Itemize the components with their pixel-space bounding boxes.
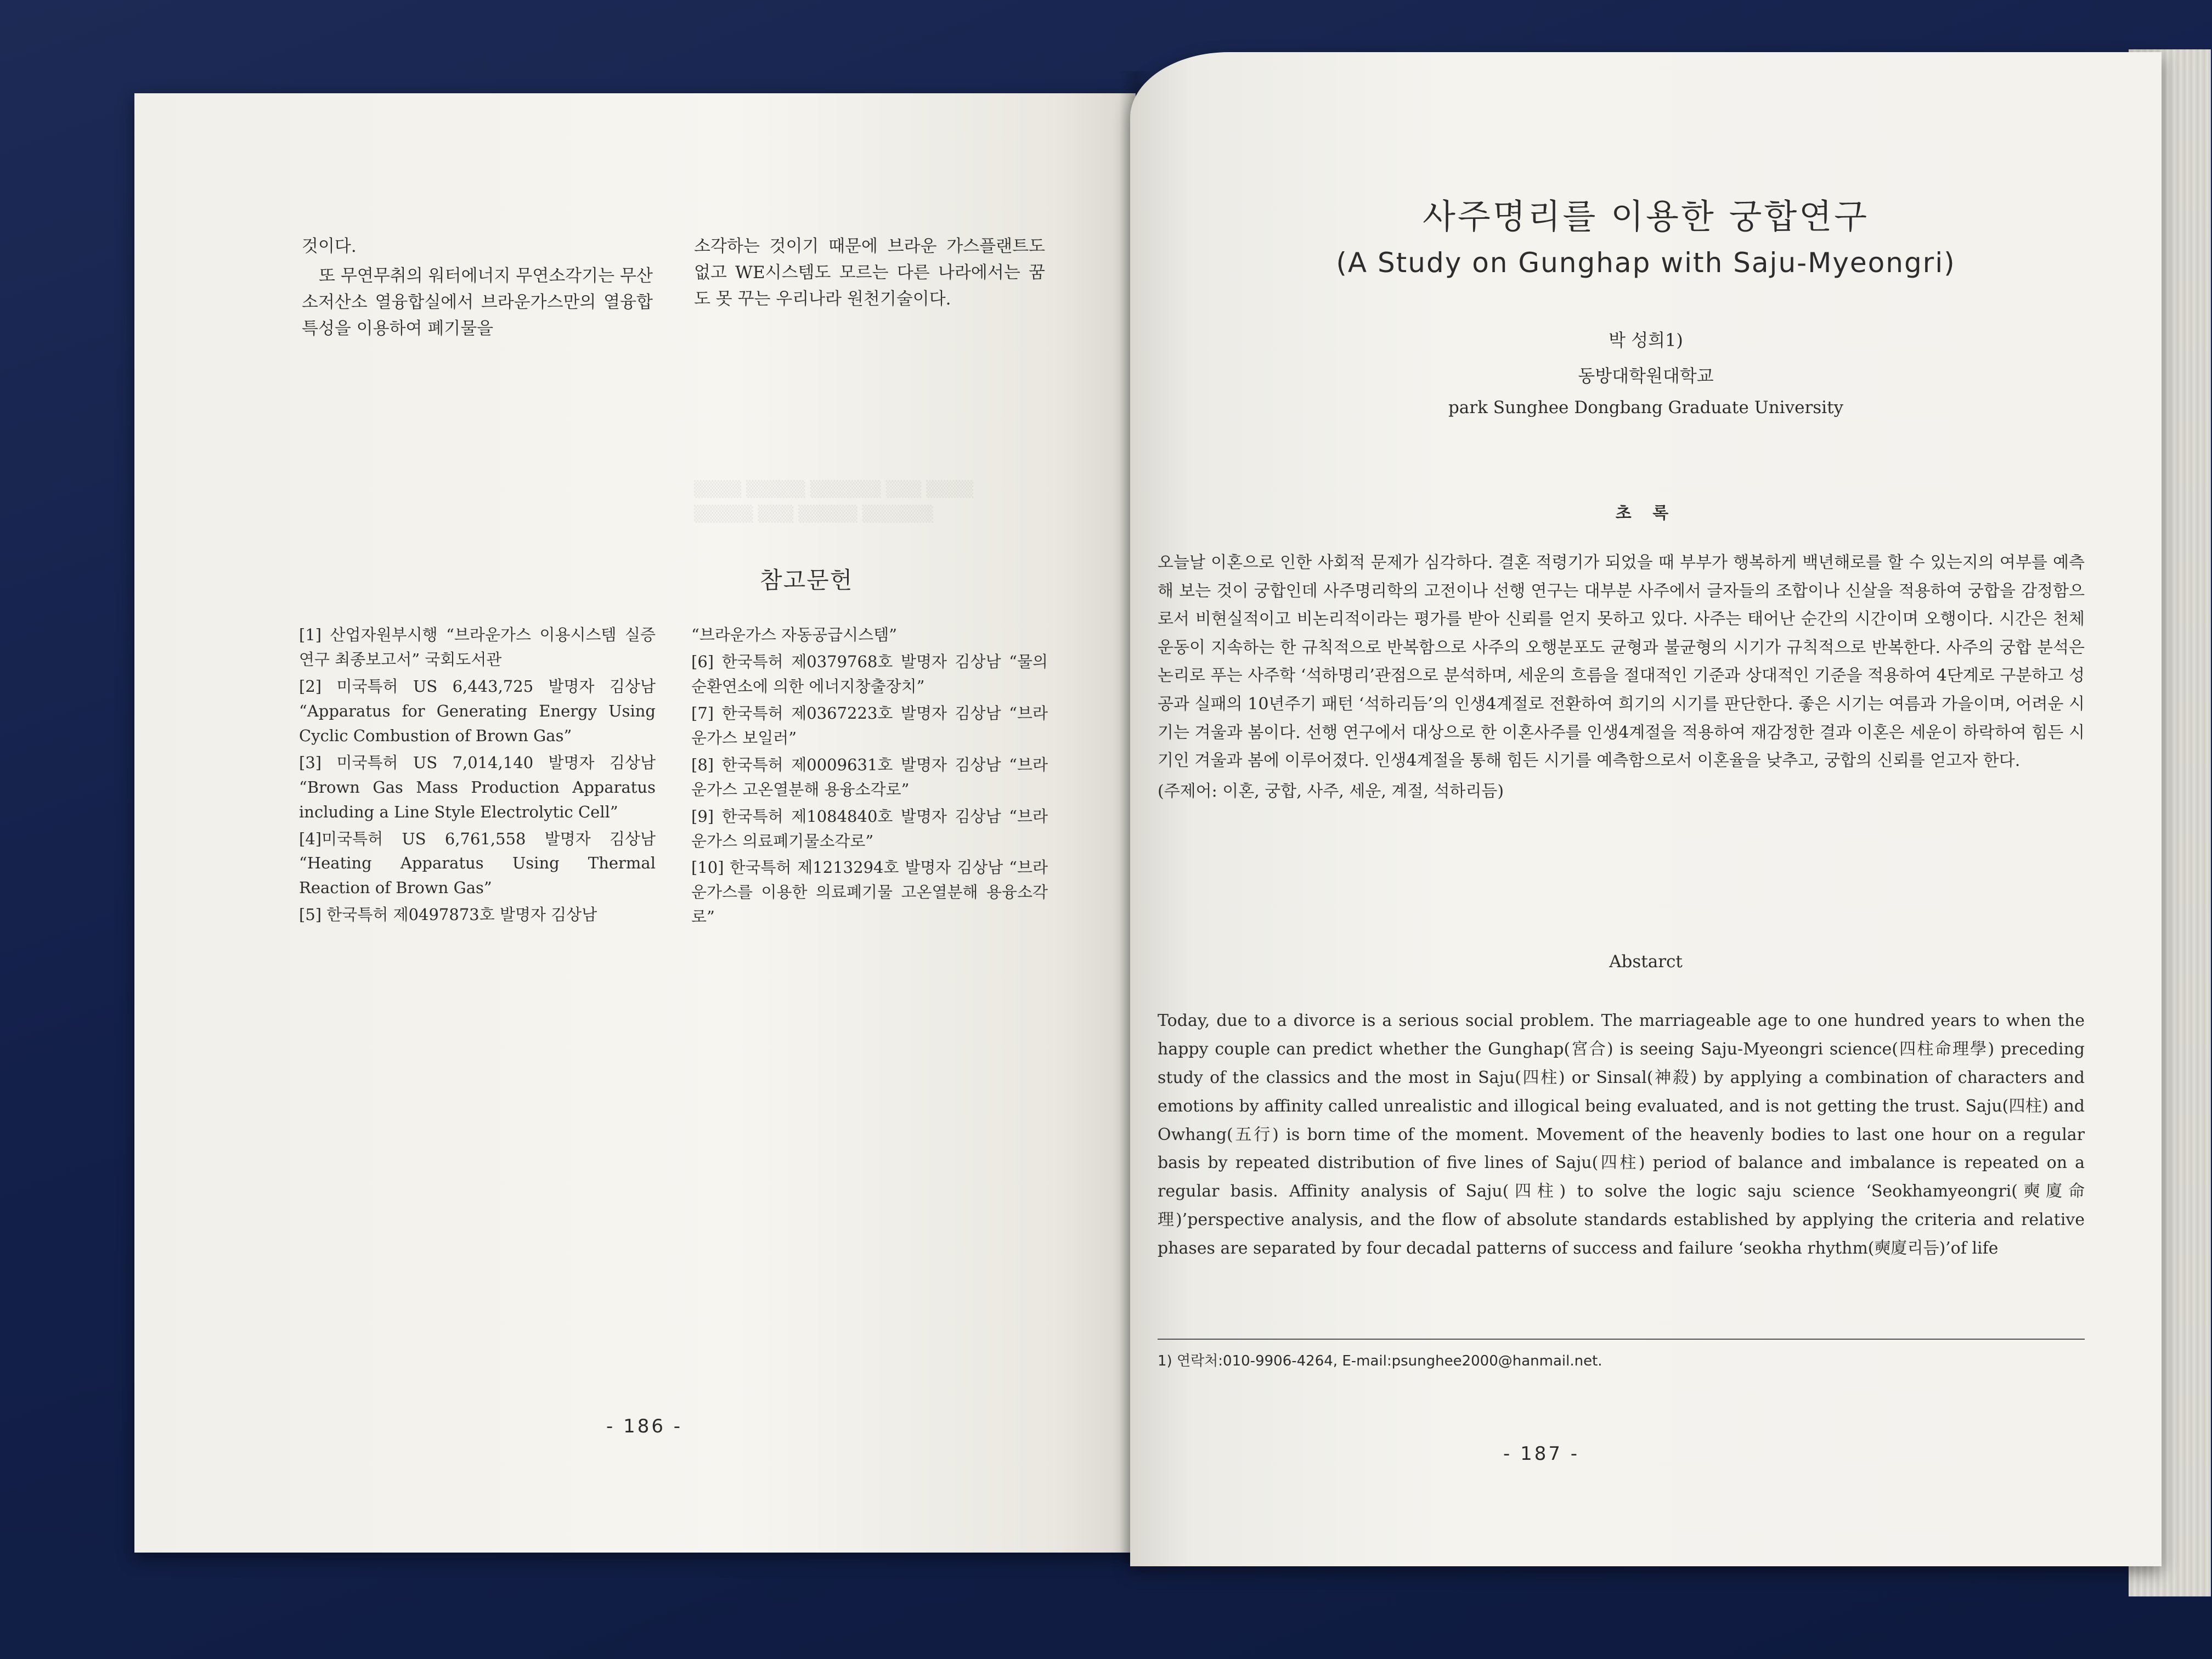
reference-item: [3] 미국특허 US 7,014,140 발명자 김상남 “Brown Gas Mass Production Apparatus including a Line Style Electrolytic Cell”	[299, 753, 656, 821]
footnote-divider	[1158, 1339, 2085, 1340]
english-abstract-heading: Abstarct	[1609, 952, 1683, 972]
reference-item: [1] 산업자원부시행 “브라운가스 이용시스템 실증연구 최종보고서” 국회도서관	[299, 625, 656, 669]
reference-item: [10] 한국특허 제1213294호 발명자 김상남 “브라운가스를 이용한 의료폐기물 고온열분해 용융소각로”	[691, 858, 1048, 927]
body-column-2	[694, 233, 1045, 315]
body-paragraph: 또 무연무취의 워터에너지 무연소각기는 무산소저산소 열융합실에서 브라운가스만의 열융합특성을 이용하여 폐기물을	[302, 266, 653, 339]
left-page	[134, 93, 1136, 1553]
bleed-through: ▒▒▒▒ ▒▒▒▒▒ ▒▒▒▒▒▒ ▒▒▒ ▒▒▒▒ ▒▒▒▒▒ ▒▒▒ ▒▒▒▒▒ ▒▒▒▒▒▒	[694, 480, 974, 523]
reference-item: [7] 한국특허 제0367223호 발명자 김상남 “브라운가스 보일러”	[691, 703, 1048, 747]
page-number: - 186 -	[606, 1415, 683, 1437]
korean-abstract-heading: 초 록	[1615, 504, 1677, 523]
reference-item: [8] 한국특허 제0009631호 발명자 김상남 “브라운가스 고온열분해 용융소각로”	[691, 755, 1048, 799]
reference-item: [5] 한국특허 제0497873호 발명자 김상남	[299, 905, 597, 924]
author-affiliation-english: park Sunghee Dongbang Graduate University	[1448, 398, 1844, 417]
reference-item: [4]미국특허 US 6,761,558 발명자 김상남 “Heating Apparatus Using Thermal Reaction of Brown Gas”	[299, 829, 656, 898]
reference-item: [9] 한국특허 제1084840호 발명자 김상남 “브라운가스 의료폐기물소각로”	[691, 806, 1048, 850]
korean-abstract	[1158, 549, 2085, 805]
right-page	[1130, 52, 2162, 1566]
korean-abstract-text: 오늘날 이혼으로 인한 사회적 문제가 심각하다. 결혼 적령기가 되었을 때 부부가 행복하게 백년해로를 할 수 있는지의 여부를 예측해 보는 것이 궁합인데 사주명리학의 고전이나 선행 연구는 대부분 사주에서 글자들의 조합이나 신살을 적용하여 궁합을 감정함으로서 비현실적이고 비논리적이라는 평가를 받아 신뢰를 얻지 못하고 있다. 사주는 태어난 순간의 시간이며 오행이다. 시간은 천체운동이 지속하는 한 규칙적으로 반복함으로 사주의 오행분포도 균형과 불균형의 시기가 규칙적으로 반복한다. 사주의 궁합 분석은 논리로 푸는 사주학 ‘석하명리’관점으로 분석하며, 세운의 흐름을 절대적인 기준과 상대적인 기준을 적용하여 4단계로 구분하고 성공과 실패의 10년주기 패턴 ‘석하리듬’의 인생4계절로 전환하여 희기의 시기를 판단한다. 좋은 시기는 여름과 가을이며, 어려운 시기는 겨울과 봄이다. 선행 연구에서 대상으로 한 이혼사주를 인생4계절을 적용하여 재감정한 결과 이혼은 세운이 하락하여 힘든 시기인 겨울과 봄에 이루어졌다. 인생4계절을 통해 힘든 시기를 예측함으로서 이혼율을 낮추고, 궁합의 신뢰를 얻고자 한다.	[1158, 553, 2085, 771]
footnote: 1) 연락처:010-9906-4264, E-mail:psunghee2000@hanmail.net.	[1158, 1353, 1602, 1369]
references-heading: 참고문헌	[760, 567, 854, 594]
references-column-2	[691, 623, 1048, 932]
paper-title-english: (A Study on Gunghap with Saju-Myeongri)	[1336, 247, 1956, 279]
references-column-1	[299, 623, 656, 929]
page-number: - 187 -	[1503, 1443, 1580, 1465]
body-paragraph: 소각하는 것이기 때문에 브라운 가스플랜트도 없고 WE시스템도 모르는 다른 나라에서는 꿈도 못 꾸는 우리나라 원천기술이다.	[694, 236, 1045, 309]
reference-item: [2] 미국특허 US 6,443,725 발명자 김상남 “Apparatus for Generating Energy Using Cyclic Combustion of Brown Gas”	[299, 676, 656, 745]
body-column-1	[302, 233, 653, 345]
body-paragraph: 것이다.	[302, 236, 357, 256]
author-name: 박 성희1)	[1609, 330, 1683, 351]
paper-title-korean: 사주명리를 이용한 궁합연구	[1422, 196, 1870, 236]
keywords: (주제어: 이혼, 궁합, 사주, 세운, 계절, 석하리듬)	[1158, 781, 1504, 801]
english-abstract-text: Today, due to a divorce is a serious social problem. The marriageable age to one hundred years to when the happy couple can predict whether the Gunghap(宮合) is seeing Saju-Myeongri science(四柱命理學) preceding study of the classics and the most in Saju(四柱) or Sinsal(神殺) by applying a combination of characters and emotions by affinity called unrealistic and illogical being evaluated, and is not getting the trust. Saju(四柱) and Owhang(五行) is born time of the moment. Movement of the heavenly bodies to last one hour on a regular basis by repeated distribution of five lines of Saju(四柱) period of balance and imbalance is repeated on a regular basis. Affinity analysis of Saju(四柱) to solve the logic saju science ‘Seokhamyeongri(奭廈命理)’perspective analysis, and the flow of absolute standards established by applying the criteria and relative phases are separated by four decadal patterns of success and failure ‘seokha rhythm(奭廈리듬)’of life	[1158, 1011, 2085, 1259]
reference-item: “브라운가스 자동공급시스템”	[691, 625, 898, 644]
reference-item: [6] 한국특허 제0379768호 발명자 김상남 “물의 순환연소에 의한 에너지창출장치”	[691, 652, 1048, 696]
author-affiliation: 동방대학원대학교	[1578, 365, 1714, 386]
